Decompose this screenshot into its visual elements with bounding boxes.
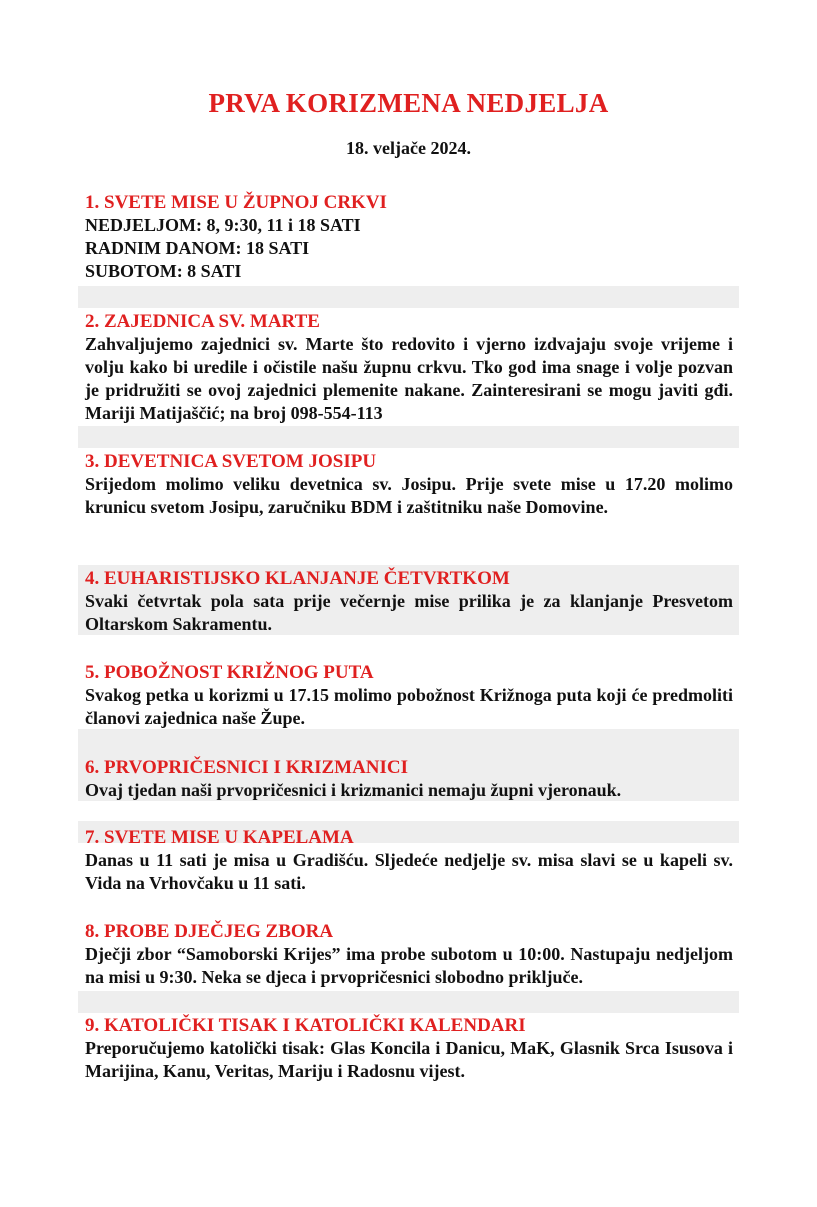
- section-adoration: [85, 567, 733, 636]
- section-body: Ovaj tjedan naši prvopričesnici i krizmanici nemaju župni vjeronauk.: [85, 780, 622, 800]
- schedule-line: RADNIM DANOM: 18 SATI: [85, 238, 310, 258]
- section-community-marta: [85, 310, 733, 425]
- section-body: Svaki četvrtak pola sata prije večernje mise prilika je za klanjanje Presvetom Oltarskom Sakramentu.: [85, 591, 733, 634]
- page-title: PRVA KORIZMENA NEDJELJA: [208, 88, 609, 118]
- section-body: Srijedom molimo veliku devetnica sv. Josipu. Prije svete mise u 17.20 molimo krunicu svetom Josipu, zaručniku BDM i zaštitniku naše Domovine.: [85, 474, 733, 517]
- section-heading: 1. SVETE MISE U ŽUPNOJ CRKVI: [85, 192, 387, 213]
- section-novena-josip: [85, 450, 733, 519]
- section-heading: 9. KATOLIČKI TISAK I KATOLIČKI KALENDARI: [85, 1015, 526, 1036]
- section-heading: 2. ZAJEDNICA SV. MARTE: [85, 311, 320, 332]
- section-heading: 7. SVETE MISE U KAPELAMA: [85, 827, 354, 848]
- section-first-communion: [85, 756, 733, 802]
- section-heading: 4. EUHARISTIJSKO KLANJANJE ČETVRTKOM: [85, 568, 510, 589]
- section-masses-parish: [85, 191, 733, 283]
- section-heading: 6. PRVOPRIČESNICI I KRIZMANICI: [85, 757, 409, 778]
- section-heading: 5. POBOŽNOST KRIŽNOG PUTA: [85, 662, 374, 683]
- section-heading: 3. DEVETNICA SVETOM JOSIPU: [85, 451, 377, 472]
- section-children-choir: [85, 920, 733, 989]
- schedule-line: NEDJELJOM: 8, 9:30, 11 i 18 SATI: [85, 215, 361, 235]
- section-chapel-masses: [85, 826, 733, 895]
- section-body: Svakog petka u korizmi u 17.15 molimo pobožnost Križnoga puta koji će predmoliti članovi zajednica naše Župe.: [85, 685, 733, 728]
- page-date: 18. veljače 2024.: [346, 138, 471, 158]
- gray-band: [78, 286, 739, 308]
- schedule-line: SUBOTOM: 8 SATI: [85, 261, 242, 281]
- section-body: Preporučujemo katolički tisak: Glas Koncila i Danicu, MaK, Glasnik Srca Isusova i Marijina, Kanu, Veritas, Mariju i Radosnu vijest.: [85, 1038, 733, 1081]
- gray-band: [78, 991, 739, 1013]
- section-body: Dječji zbor “Samoborski Krijes” ima probe subotom u 10:00. Nastupaju nedjeljom na misi u 9:30. Neka se djeca i prvopričesnici slobodno priključe.: [85, 944, 733, 987]
- section-way-of-cross: [85, 661, 733, 730]
- section-heading: 8. PROBE DJEČJEG ZBORA: [85, 921, 334, 942]
- section-body: Zahvaljujemo zajednici sv. Marte što redovito i vjerno izdvajaju svoje vrijeme i volju kako bi uredile i očistile našu župnu crkvu. Tko god ima snage i volje pozvan je pridružiti se ovoj zajednici plemenite nakane. Zainteresirani se mogu javiti gđi. Mariji Matijaščić; na broj 098-554-113: [85, 334, 733, 423]
- gray-band: [78, 426, 739, 448]
- section-catholic-press: [85, 1014, 733, 1083]
- section-body: Danas u 11 sati je misa u Gradišću. Sljedeće nedjelje sv. misa slavi se u kapeli sv. Vida na Vrhovčaku u 11 sati.: [85, 850, 733, 893]
